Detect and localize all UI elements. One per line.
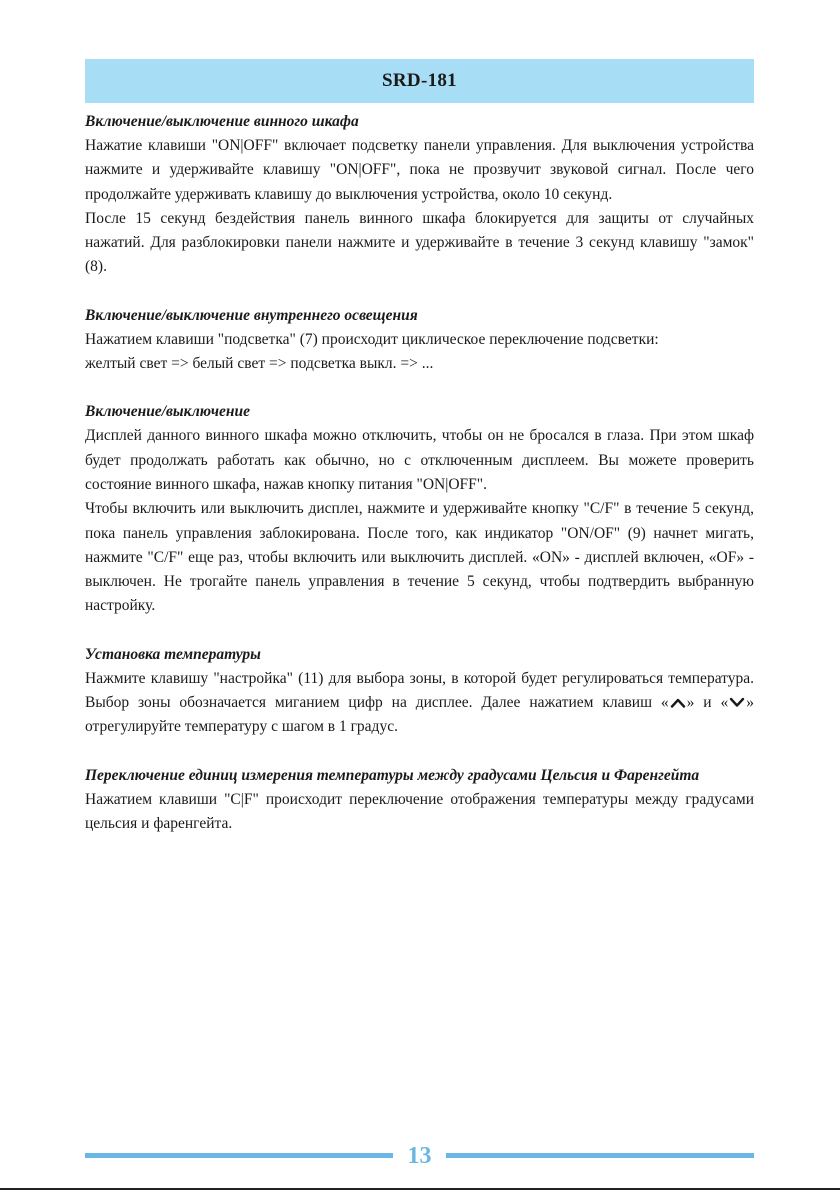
section-heading: Переключение единиц измерения температуры между градусами Цельсия и Фаренгейта [85, 766, 700, 784]
paragraph: Нажатием клавиши "C|F" происходит переключение отображения температуры между градусами цельсия и фаренгейта. [85, 790, 754, 832]
text-run: Нажмите клавишу "настройка" (11) для выбора зоны, в которой будет регулироваться температура. Выбор зоны обозначается миганием цифр на дисплее. Далее нажатием клавиш « [85, 669, 754, 712]
section-display [85, 400, 754, 618]
section-units [85, 764, 754, 837]
section-heading: Включение/выключение внутреннего освещения [85, 306, 418, 324]
section-heading: Включение/выключение винного шкафа [85, 113, 359, 130]
page-footer [85, 1140, 754, 1172]
footer-rule-right [446, 1153, 754, 1158]
paragraph [85, 667, 754, 740]
chevron-up-icon [670, 697, 686, 708]
document-body [85, 110, 754, 836]
paragraph: Нажатием клавиши "подсветка" (7) происходит циклическое переключение подсветки: [85, 330, 659, 348]
section-temperature [85, 643, 754, 740]
paragraph: Нажатие клавиши "ON|OFF" включает подсветку панели управления. Для выключения устройства нажмите и удерживайте клавишу "ON|OFF", пока не прозвучит звуковой сигнал. После чего продолжайте удерживать клавишу до выключения устройства, около 10 секунд. [85, 137, 754, 203]
page-edge-rule [0, 1188, 840, 1190]
paragraph: Чтобы включить или выключить дисплеı, нажмите и удерживайте кнопку "C/F" в течение 5 секунд, пока панель управления заблокирована. После того, как индикатор "ON/OF" (9) начнет мигать, нажмите "C/F" еще раз, чтобы включить или выключить дисплей. «ON» - дисплей включен, «OF» - выключен. Не трогайте панель управления в течение 5 секунд, чтобы подтвердить выбранную настройку. [85, 500, 754, 615]
chevron-down-icon [729, 697, 745, 708]
paragraph: Дисплей данного винного шкафа можно отключить, чтобы он не бросался в глаза. При этом шкаф будет продолжать работать как обычно, но с отключенным дисплеем. Вы можете проверить состояние винного шкафа, нажав кнопку питания "ON|OFF". [85, 427, 754, 493]
footer-rule-left [85, 1153, 393, 1158]
document-title: SRD-181 [382, 70, 457, 91]
paragraph: желтый свет => белый свет => подсветка выкл. => ... [85, 355, 434, 373]
text-run: » отрегулируйте температуру с шагом в 1 градус. [85, 694, 754, 736]
section-lighting [85, 304, 754, 377]
section-heading: Установка температуры [85, 645, 261, 663]
section-heading: Включение/выключение [85, 403, 251, 421]
page-number: 13 [407, 1143, 432, 1169]
paragraph: После 15 секунд бездействия панель винного шкафа блокируется для защиты от случайных нажатий. Для разблокировки панели нажмите и удерживайте в течение 3 секунд клавишу "замок" (8). [85, 209, 754, 276]
header-bar [85, 59, 754, 103]
section-power [85, 110, 754, 280]
text-run: » и « [686, 694, 729, 712]
